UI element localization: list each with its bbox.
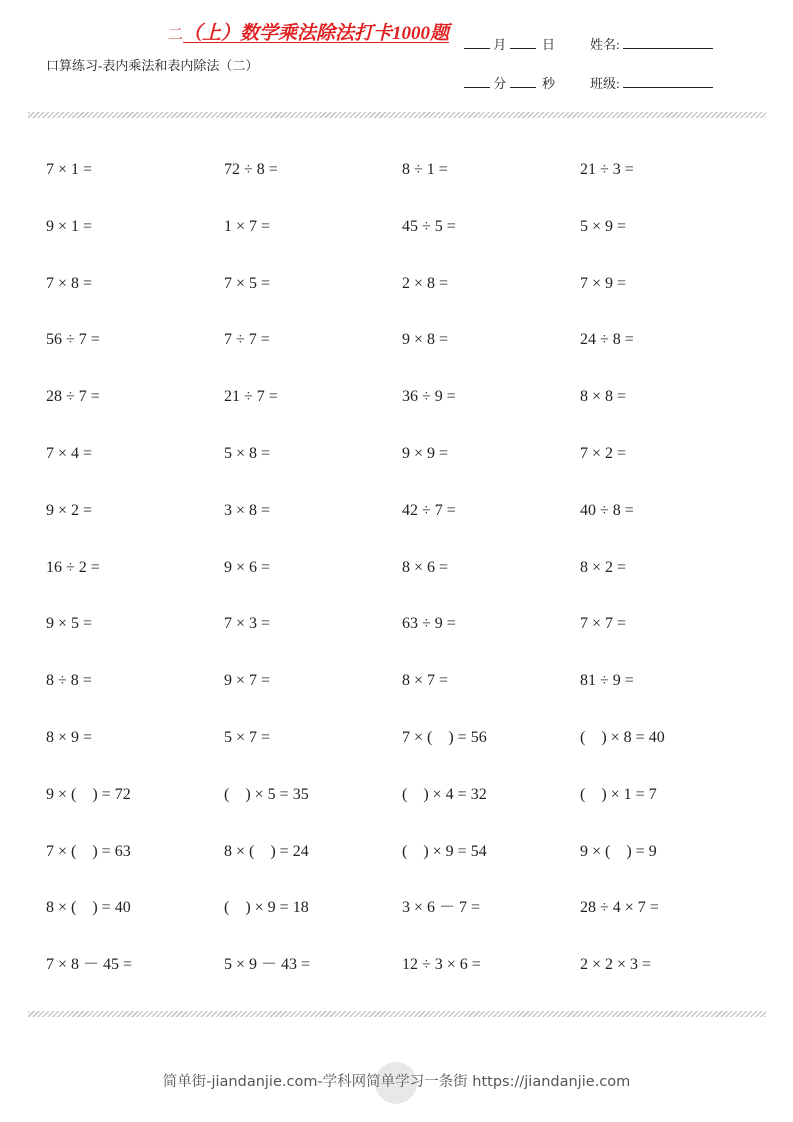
bottom-divider bbox=[28, 1011, 766, 1017]
problem-grid bbox=[46, 150, 758, 1002]
problem-item: 5 × 9 － 43 = bbox=[224, 956, 311, 974]
problem-item: 9 × 7 = bbox=[224, 672, 271, 690]
problem-item: 5 × 8 = bbox=[224, 444, 271, 462]
problem-item: 28 ÷ 4 × 7 = bbox=[580, 899, 659, 917]
footer-text: 简单街-jiandanjie.com-学科网简单学习一条街 https://jiandanjie.com bbox=[162, 1074, 631, 1090]
name-field bbox=[590, 34, 713, 53]
problem-item: 8 × 7 = bbox=[402, 672, 449, 690]
class-blank[interactable] bbox=[623, 77, 713, 88]
day-blank[interactable] bbox=[510, 38, 536, 49]
problem-item: 21 ÷ 3 = bbox=[580, 161, 634, 178]
problem-item: 7 × 8 － 45 = bbox=[46, 956, 133, 974]
problem-item: 8 × 2 = bbox=[580, 558, 627, 576]
month-blank[interactable] bbox=[464, 38, 490, 49]
problem-item: ( ) × 1 = 7 bbox=[580, 785, 657, 803]
problem-item: 8 ÷ 1 = bbox=[402, 161, 448, 178]
time-field bbox=[464, 73, 555, 92]
problem-item: 42 ÷ 7 = bbox=[402, 501, 456, 519]
problem-item: 7 × 4 = bbox=[46, 444, 93, 462]
problem-item: 3 × 8 = bbox=[224, 501, 271, 519]
problem-item: 7 × ( ) = 56 bbox=[402, 728, 487, 746]
problem-item: ( ) × 9 = 18 bbox=[224, 899, 309, 917]
problem-item: 9 × 6 = bbox=[224, 558, 271, 576]
problem-item: 8 × ( ) = 24 bbox=[224, 842, 309, 860]
title-prefix: 二 bbox=[168, 27, 184, 43]
date-field bbox=[464, 34, 555, 53]
class-field bbox=[590, 73, 713, 92]
second-blank[interactable] bbox=[510, 77, 536, 88]
name-label: 姓名: bbox=[590, 37, 620, 52]
problem-item: 5 × 7 = bbox=[224, 728, 271, 746]
problem-item: ( ) × 4 = 32 bbox=[402, 785, 487, 803]
problem-item: 63 ÷ 9 = bbox=[402, 615, 456, 633]
problem-item: 9 × 8 = bbox=[402, 331, 449, 349]
problem-item: 7 × 8 = bbox=[46, 274, 93, 292]
minute-blank[interactable] bbox=[464, 77, 490, 88]
minute-label: 分 bbox=[493, 76, 507, 91]
problem-item: 36 ÷ 9 = bbox=[402, 388, 456, 406]
problem-item: 8 × 6 = bbox=[402, 558, 449, 576]
problem-item: 7 × ( ) = 63 bbox=[46, 842, 131, 860]
problem-item: 5 × 9 = bbox=[580, 217, 627, 235]
problem-item: 8 ÷ 8 = bbox=[46, 672, 92, 690]
problem-item: 45 ÷ 5 = bbox=[402, 217, 456, 235]
title-text: （上）数学乘法除法打卡1000题 bbox=[183, 23, 450, 44]
problem-item: 9 × 5 = bbox=[46, 615, 93, 633]
top-divider bbox=[28, 112, 766, 118]
class-label: 班级: bbox=[590, 76, 620, 91]
month-label: 月 bbox=[493, 37, 507, 52]
problem-item: 7 × 3 = bbox=[224, 615, 271, 633]
page-title bbox=[168, 18, 449, 45]
problem-item: 9 × ( ) = 72 bbox=[46, 785, 131, 803]
problem-item: 12 ÷ 3 × 6 = bbox=[402, 956, 481, 974]
problem-item: 56 ÷ 7 = bbox=[46, 331, 100, 349]
problem-item: 9 × 9 = bbox=[402, 444, 449, 462]
problem-item: ( ) × 9 = 54 bbox=[402, 842, 487, 860]
problem-item: 40 ÷ 8 = bbox=[580, 501, 634, 519]
problem-item: 9 × 2 = bbox=[46, 501, 93, 519]
second-label: 秒 bbox=[542, 76, 556, 91]
problem-item: 7 × 7 = bbox=[580, 615, 627, 633]
problem-item: 7 × 2 = bbox=[580, 444, 627, 462]
problem-item: 8 × ( ) = 40 bbox=[46, 899, 131, 917]
problem-item: 8 × 9 = bbox=[46, 728, 93, 746]
problem-item: 2 × 2 × 3 = bbox=[580, 956, 652, 974]
problem-item: 8 × 8 = bbox=[580, 388, 627, 406]
problem-item: 16 ÷ 2 = bbox=[46, 558, 100, 576]
problem-item: 7 ÷ 7 = bbox=[224, 331, 270, 349]
problem-item: 21 ÷ 7 = bbox=[224, 388, 278, 406]
problem-item: 72 ÷ 8 = bbox=[224, 161, 278, 178]
problem-item: ( ) × 8 = 40 bbox=[580, 728, 665, 746]
problem-item: ( ) × 5 = 35 bbox=[224, 785, 309, 803]
problem-item: 2 × 8 = bbox=[402, 274, 449, 292]
problem-item: 81 ÷ 9 = bbox=[580, 672, 634, 690]
problem-item: 24 ÷ 8 = bbox=[580, 331, 634, 349]
day-label: 日 bbox=[542, 37, 556, 52]
name-blank[interactable] bbox=[623, 38, 713, 49]
problem-item: 3 × 6 － 7 = bbox=[402, 899, 481, 917]
problem-item: 28 ÷ 7 = bbox=[46, 388, 100, 406]
problem-item: 7 × 5 = bbox=[224, 274, 271, 292]
problem-item: 7 × 1 = bbox=[46, 161, 93, 178]
problem-item: 9 × ( ) = 9 bbox=[580, 842, 657, 860]
subtitle: 口算练习-表内乘法和表内除法（二） bbox=[46, 58, 259, 73]
problem-item: 1 × 7 = bbox=[224, 217, 271, 235]
problem-item: 7 × 9 = bbox=[580, 274, 627, 292]
problem-item: 9 × 1 = bbox=[46, 217, 93, 235]
